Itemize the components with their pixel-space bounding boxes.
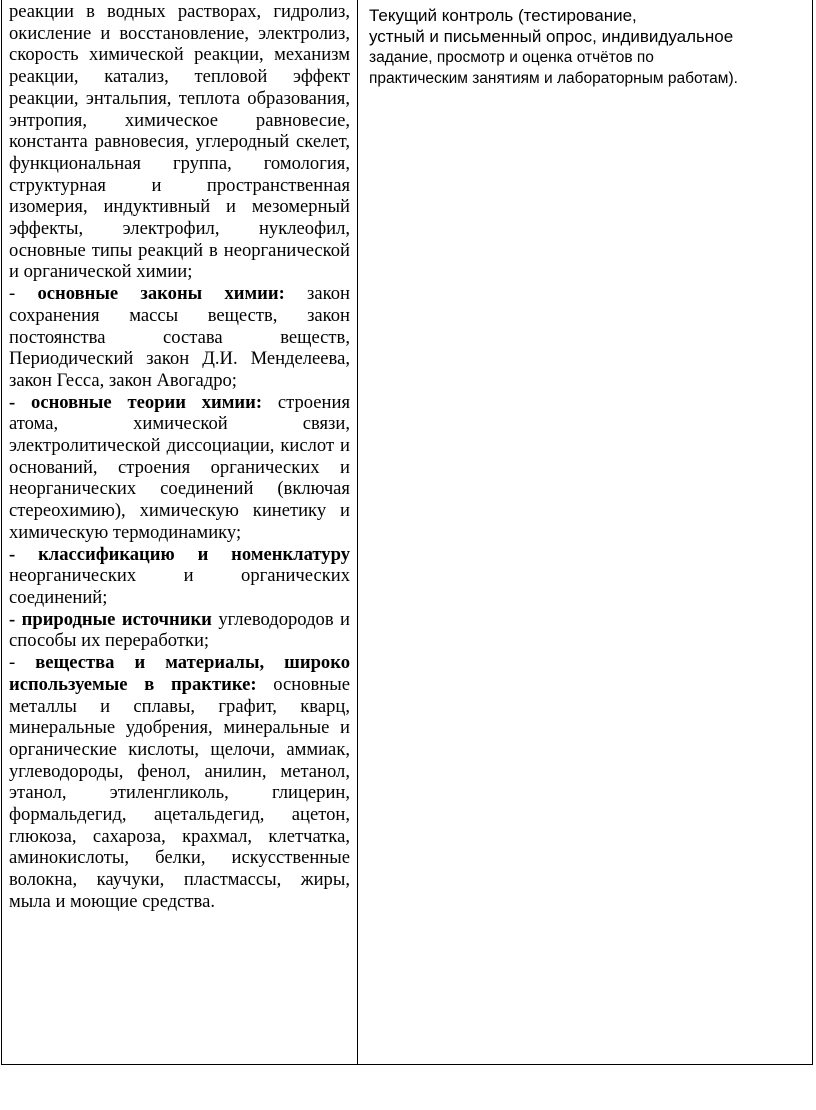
theories-term: основные теории химии: bbox=[31, 391, 263, 413]
theories-item: - основные теории химии: строения атома, химической связи, электролитической диссоциации, кислот и оснований, строения органических и неорганических соединений (включая стереохимию), химическую кинетику и химическую термодинамику; bbox=[9, 391, 351, 543]
laws-item: - основные законы химии: закон сохранения массы веществ, закон постоянства состава веществ, Периодический закон Д.И. Менделеева, закон Гесса, закон Авогадро; bbox=[9, 283, 350, 391]
sources-term: природные источники bbox=[21, 608, 212, 630]
knowledge-cell bbox=[9, 1, 350, 913]
materials-term: вещества и материалы, широко используемые в практике: bbox=[9, 652, 350, 695]
control-line-2: устный и письменный опрос, индивидуальное bbox=[369, 27, 734, 46]
control-line-4: практическим занятиям и лабораторным работам). bbox=[369, 70, 738, 87]
control-cell bbox=[369, 5, 799, 89]
assessment-table bbox=[1, 0, 813, 1065]
table-column-divider bbox=[357, 0, 358, 1064]
classification-term: классификацию и номенклатуру bbox=[38, 543, 350, 565]
table-border-right bbox=[812, 0, 813, 1064]
laws-term: основные законы химии: bbox=[37, 283, 285, 305]
classification-item: - классификацию и номенклатуру неорганических и органических соединений; bbox=[9, 543, 350, 608]
control-line-1: Текущий контроль (тестирование, bbox=[369, 6, 637, 25]
table-border-left bbox=[1, 0, 2, 1064]
intro-paragraph: реакции в водных растворах, гидролиз, окисление и восстановление, электролиз, скорость химической реакции, механизм реакции, катализ, тепловой эффект реакции, энтальпия, теплота образования, энтропия, химическое равновесие, константа равновесия, углеродный скелет, функциональная группа, гомология, структурная и пространственная изомерия, индуктивный и мезомерный эффекты, электрофил, нуклеофил, основные типы реакций в неорганической и органической химии; bbox=[9, 1, 350, 283]
control-line-3: задание, просмотр и оценка отчётов по bbox=[369, 49, 654, 66]
sources-item: - природные источники углеводородов и способы их переработки; bbox=[9, 608, 350, 652]
materials-item: - вещества и материалы, широко используемые в практике: основные металлы и сплавы, графит, кварц, минеральные удобрения, минеральные и органические кислоты, щелочи, аммиак, углеводороды, фенол, анилин, метанол, этанол, этиленгликоль, глицерин, формальдегид, ацетальдегид, ацетон, глюкоза, сахароза, крахмал, клетчатка, аминокислоты, белки, искусственные волокна, каучуки, пластмассы, жиры, мыла и моющие средства. bbox=[9, 652, 351, 912]
